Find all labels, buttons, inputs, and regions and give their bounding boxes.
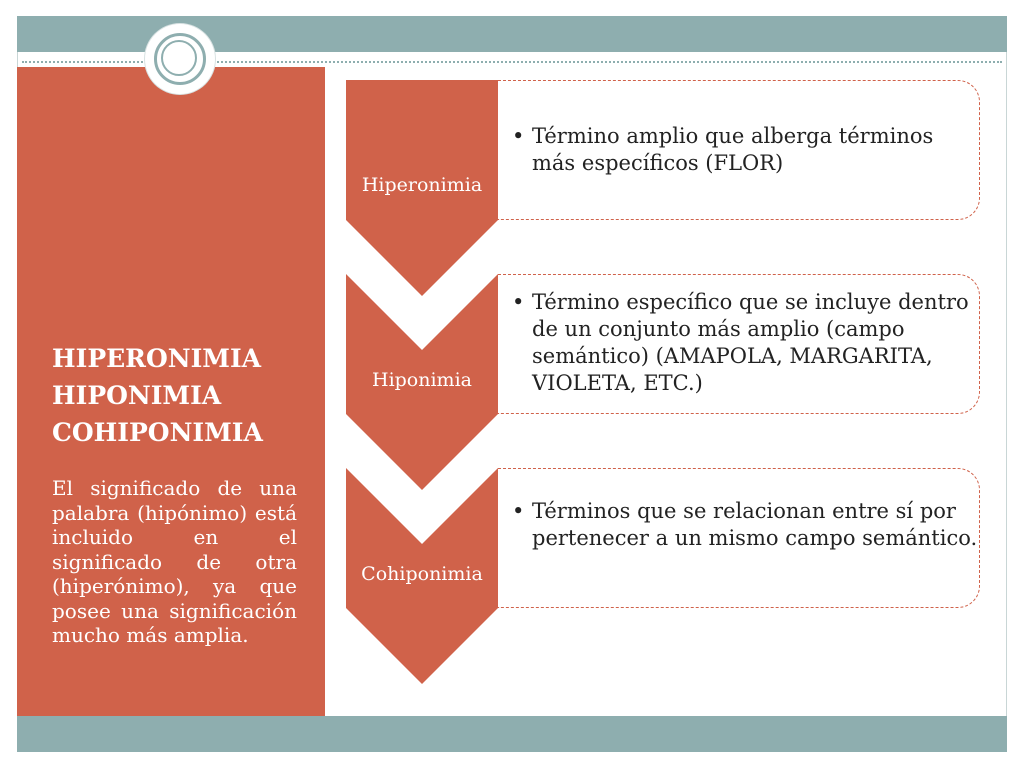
step-text-cohiponimia: • Términos que se relacionan entre sí por pertenecer a un mismo campo semántico. xyxy=(532,498,979,552)
step-label-hiponimia: Hiponimia xyxy=(372,369,472,391)
title-line-hiperonimia: HIPERONIMIA xyxy=(52,344,262,373)
step-text-hiponimia: • Término específico que se incluye dentro de un conjunto más amplio (campo semántico) (AMAPOLA, MARGARITA, VIOLETA, ETC.) xyxy=(532,289,979,397)
title-line-hiponimia: HIPONIMIA xyxy=(52,381,222,410)
title-line-cohiponimia: COHIPONIMIA xyxy=(52,418,263,447)
slide-description: El significado de una palabra (hipónimo) está incluido en el significado de otra (hiperónimo), ya que posee una significación mucho más amplia. xyxy=(52,476,297,647)
step-label-cohiponimia: Cohiponimia xyxy=(361,563,483,585)
step-text-hiperonimia: • Término amplio que alberga términos más específicos (FLOR) xyxy=(532,123,979,177)
step-label-hiperonimia: Hiperonimia xyxy=(361,174,483,196)
